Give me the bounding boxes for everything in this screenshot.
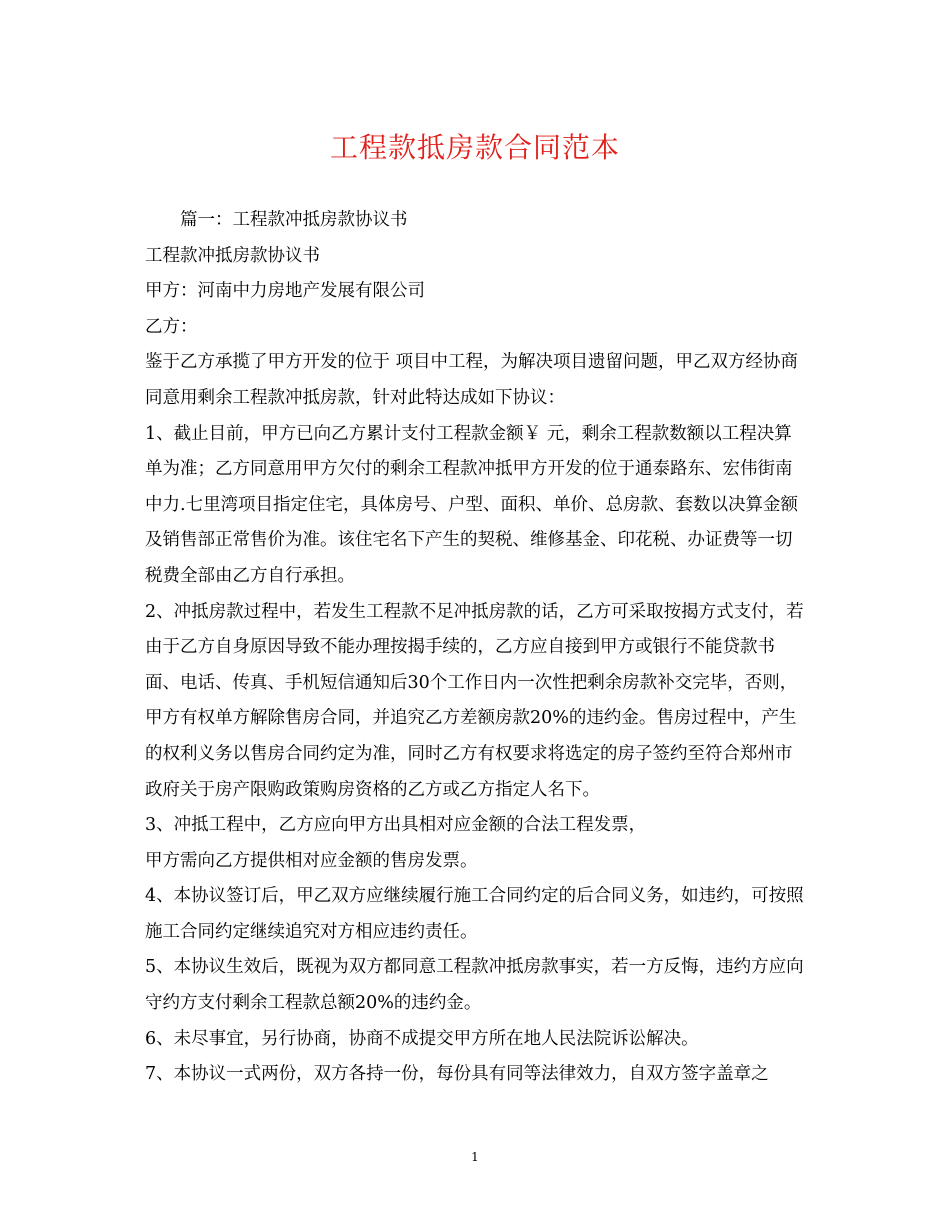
clause-3-line-2: 甲方需向乙方提供相对应金额的售房发票。 — [145, 850, 478, 871]
agreement-name: 工程款冲抵房款协议书 — [145, 245, 320, 266]
page-number: 1 — [471, 1150, 479, 1164]
clause-4: 4、本协议签订后，甲乙双方应继续履行施工合同约定的后合同义务，如违约，可按照施工合同约定继续追究对方相应违约责任。 — [145, 886, 804, 942]
party-a-line: 甲方：河南中力房地产发展有限公司 — [145, 281, 425, 302]
clause-6: 6、未尽事宜，另行协商，协商不成提交甲方所在地人民法院诉讼解决。 — [145, 1028, 699, 1049]
clause-2: 2、冲抵房款过程中，若发生工程款不足冲抵房款的话，乙方可采取按揭方式支付，若由于乙方自身原因导致不能办理按揭手续的，乙方应自接到甲方或银行不能贷款书面、电话、传真、手机短信通知后30个工作日内一次性把剩余房款补交完毕，否则，甲方有权单方解除售房合同，并追究乙方差额房款20%的违约金。售房过程中，产生的权利义务以售房合同约定为准，同时乙方有权要求将选定的房子签约至符合郑州市政府关于房产限购政策购房资格的乙方或乙方指定人名下。 — [145, 601, 804, 800]
clause-3-line-1: 3、冲抵工程中，乙方应向甲方出具相对应金额的合法工程发票， — [145, 815, 647, 836]
clause-5: 5、本协议生效后，既视为双方都同意工程款冲抵房款事实，若一方反悔，违约方应向守约方支付剩余工程款总额20%的违约金。 — [145, 957, 804, 1014]
document-title: 工程款抵房款合同范本 — [329, 131, 620, 164]
document-body — [145, 203, 805, 1093]
preamble-paragraph: 鉴于乙方承揽了甲方开发的位于 项目中工程，为解决项目遗留问题，甲乙双方经协商同意用剩余工程款冲抵房款，针对此特达成如下协议： — [145, 352, 799, 408]
clause-7: 7、本协议一式两份，双方各持一份，每份具有同等法律效力，自双方签字盖章之 — [145, 1064, 769, 1085]
party-b-line: 乙方： — [145, 316, 198, 337]
clause-1: 1、截止目前，甲方已向乙方累计支付工程款金额￥ 元，剩余工程款数额以工程决算单为准；乙方同意用甲方欠付的剩余工程款冲抵甲方开发的位于通泰路东、宏伟街南中力.七里湾项目指定住宅，具体房号、户型、面积、单价、总房款、套数以决算金额及销售部正常售价为准。该住宅名下产生的契税、维修基金、印花税、办证费等一切税费全部由乙方自行承担。 — [145, 423, 799, 586]
section-heading: 篇一：工程款冲抵房款协议书 — [180, 210, 408, 230]
